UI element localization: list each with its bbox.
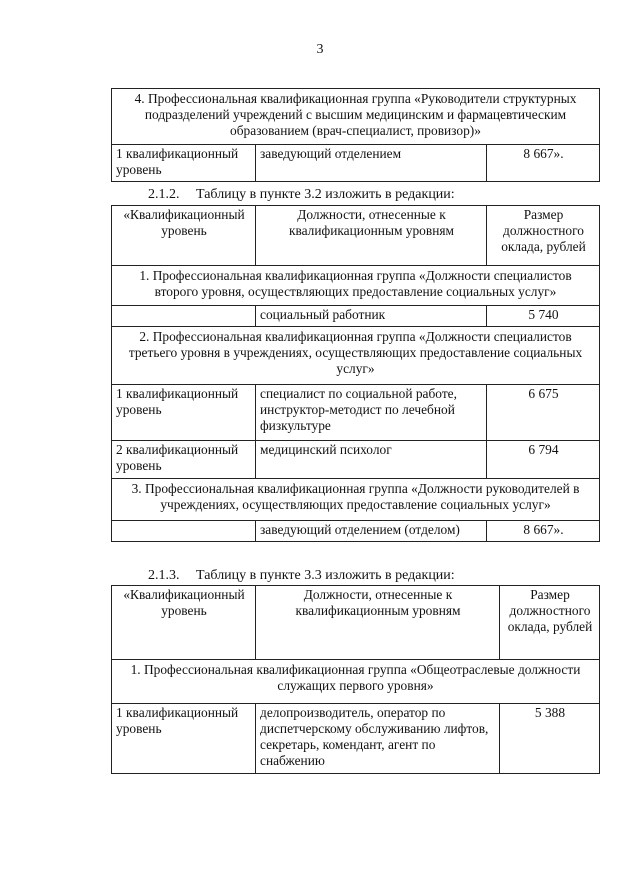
group-title: 4. Профессиональная квалификационная группа «Руководители структурных подразделений учреждений с высшим медицинским и фармацевтическим образованием (врач-специалист, провизор)» bbox=[112, 89, 600, 145]
level-cell bbox=[112, 306, 256, 327]
table-general-employees bbox=[111, 585, 600, 774]
table-social-services bbox=[111, 205, 600, 542]
position-cell: заведующий отделением (отделом) bbox=[256, 521, 487, 542]
salary-cell: 6 794 bbox=[487, 441, 600, 479]
header-salary: Размер должностного оклада, рублей bbox=[487, 206, 600, 266]
group-row bbox=[112, 479, 600, 521]
level-cell: 1 квалификационный уровень bbox=[112, 385, 256, 441]
position-cell: социальный работник bbox=[256, 306, 487, 327]
position-cell: специалист по социальной работе, инструктор-методист по лечебной физкультуре bbox=[256, 385, 487, 441]
table-pkg4-medical-heads bbox=[111, 88, 600, 182]
group-title: 3. Профессиональная квалификационная группа «Должности руководителей в учреждениях, осуществляющих предоставление социальных услуг» bbox=[112, 479, 600, 521]
table-row bbox=[112, 704, 600, 774]
group-row bbox=[112, 660, 600, 704]
header-salary: Размер должностного оклада, рублей bbox=[500, 586, 600, 660]
level-cell bbox=[112, 521, 256, 542]
header-level: «Квалификационный уровень bbox=[112, 586, 256, 660]
header-row bbox=[112, 206, 600, 266]
group-title: 1. Профессиональная квалификационная группа «Должности специалистов второго уровня, осуществляющих предоставление социальных услуг» bbox=[112, 266, 600, 306]
position-cell: делопроизводитель, оператор по диспетчерскому обслуживанию лифтов, секретарь, комендант, агент по снабжению bbox=[256, 704, 500, 774]
level-cell: 1 квалификационный уровень bbox=[112, 704, 256, 774]
header-positions: Должности, отнесенные к квалификационным уровням bbox=[256, 586, 500, 660]
table-row bbox=[112, 145, 600, 182]
group-row bbox=[112, 266, 600, 306]
salary-cell: 5 740 bbox=[487, 306, 600, 327]
header-row bbox=[112, 586, 600, 660]
group-title: 1. Профессиональная квалификационная группа «Общеотраслевые должности служащих первого уровня» bbox=[112, 660, 600, 704]
level-cell: 2 квалификационный уровень bbox=[112, 441, 256, 479]
table-row bbox=[112, 385, 600, 441]
group-title: 2. Профессиональная квалификационная группа «Должности специалистов третьего уровня в учреждениях, осуществляющих предоставление социальных услуг» bbox=[112, 327, 600, 385]
salary-cell: 5 388 bbox=[500, 704, 600, 774]
table-row bbox=[112, 521, 600, 542]
level-cell: 1 квалификационный уровень bbox=[112, 145, 256, 182]
page-number: 3 bbox=[316, 42, 324, 57]
position-cell: медицинский психолог bbox=[256, 441, 487, 479]
group-row bbox=[112, 327, 600, 385]
paragraph-number: 2.1.2. bbox=[148, 187, 180, 202]
paragraph-text: Таблицу в пункте 3.3 изложить в редакции: bbox=[196, 568, 455, 583]
table-row bbox=[112, 441, 600, 479]
paragraph-text: Таблицу в пункте 3.2 изложить в редакции: bbox=[196, 187, 455, 202]
header-level: «Квалификационный уровень bbox=[112, 206, 256, 266]
table-row bbox=[112, 306, 600, 327]
paragraph-number: 2.1.3. bbox=[148, 568, 180, 583]
salary-cell: 8 667». bbox=[487, 145, 600, 182]
header-positions: Должности, отнесенные к квалификационным уровням bbox=[256, 206, 487, 266]
position-cell: заведующий отделением bbox=[256, 145, 487, 182]
salary-cell: 6 675 bbox=[487, 385, 600, 441]
salary-cell: 8 667». bbox=[487, 521, 600, 542]
group-row bbox=[112, 89, 600, 145]
